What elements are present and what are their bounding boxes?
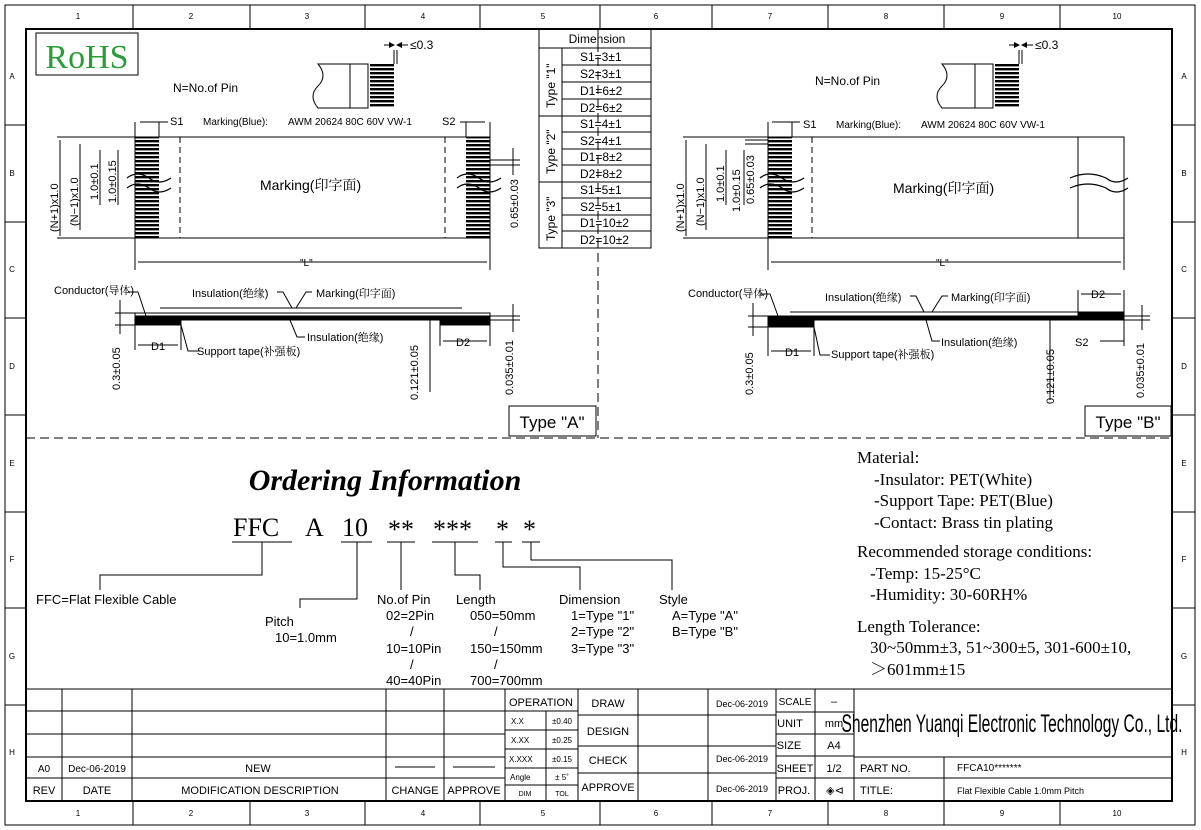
draw-date: Dec-06-2019 <box>715 699 769 709</box>
type-a-insulation-top: Insulation(绝缘) <box>192 288 269 300</box>
tol-value: ± 5˚ <box>555 773 569 782</box>
col-label: 3 <box>304 809 310 818</box>
sheet-value: 1/2 <box>826 763 842 775</box>
rev-date: Dec-06-2019 <box>68 764 126 775</box>
length-line: 700=700mm <box>470 673 543 688</box>
dimension-row: S1=3±1 <box>580 50 622 64</box>
row-label: A <box>1181 72 1187 81</box>
col-label: 9 <box>999 12 1005 21</box>
dim-label: DIM <box>518 791 532 798</box>
type-b-dim-065: 0.65±0.03 <box>745 155 757 204</box>
rohs-text: RoHS <box>45 39 129 76</box>
pins-title: No.of Pin <box>377 592 431 607</box>
rev-description: NEW <box>245 763 271 775</box>
type-b-dim-nm1: (N−1)x1.0 <box>695 177 707 226</box>
type-b-marking-side: Marking(印字面) <box>951 292 1031 304</box>
col-label: 2 <box>188 809 194 818</box>
type-b-s1: S1 <box>803 119 817 131</box>
dimension-row: S2=4±1 <box>580 134 622 148</box>
scale-label: SCALE <box>778 697 812 708</box>
type-b-dim-pitch2: 1.0±0.15 <box>731 169 743 212</box>
rohs-badge <box>36 33 138 76</box>
row-label: D <box>9 362 15 371</box>
type-a-npin-label: N=No.of Pin <box>173 81 239 95</box>
col-label: 8 <box>883 12 889 21</box>
tol-key: X.XXX <box>509 755 533 764</box>
material-line: -Insulator: PET(White) <box>874 470 1033 489</box>
pitch-title: Pitch <box>265 614 294 629</box>
type-a-dim-l: "L" <box>300 258 313 269</box>
dimension-row: D1=8±2 <box>580 150 623 164</box>
proj-label: PROJ. <box>777 785 811 797</box>
type-a-thickness-note: ≤0.3 <box>410 38 434 52</box>
unit-label: UNIT <box>777 718 803 730</box>
design-label: DESIGN <box>586 726 630 738</box>
pins-line: 40=40Pin <box>386 673 442 688</box>
type-b-marking-note: AWM 20624 80C 60V VW-1 <box>921 120 1045 131</box>
operation-label: OPERATION <box>509 697 573 709</box>
material-line: -Support Tape: PET(Blue) <box>874 491 1053 510</box>
dimension-row: D2=8±2 <box>580 167 623 181</box>
unit-value: mm <box>824 718 844 730</box>
storage-line: -Temp: 15-25°C <box>870 564 981 583</box>
part-no-label: PART NO. <box>860 763 911 775</box>
type-b-thickness-note: ≤0.3 <box>1035 38 1059 52</box>
type-a-conductor: Conductor(导体) <box>54 285 135 297</box>
col-label: 10 <box>1112 809 1122 818</box>
tolerance-title: Length Tolerance: <box>857 617 981 636</box>
dimension-line: 3=Type "3" <box>571 641 635 656</box>
row-label: E <box>9 459 15 468</box>
storage-line: -Humidity: 30-60RH% <box>870 585 1028 604</box>
size-value: A4 <box>827 740 841 752</box>
type-a-marking-prefix: Marking(Blue): <box>203 117 269 128</box>
type-b-drawing <box>683 45 1171 436</box>
draw-label: DRAW <box>591 698 625 710</box>
dimension-row: D2=6±2 <box>580 101 623 115</box>
type-b-d1: D1 <box>785 347 800 359</box>
type-a-dim-pitch1: 1.0±0.1 <box>89 163 101 200</box>
header-date: DATE <box>82 785 112 797</box>
row-label: B <box>9 169 15 178</box>
pins-line: 02=2Pin <box>386 608 435 623</box>
dimension-row: S2=3±1 <box>580 67 622 81</box>
scale-value: – <box>830 696 838 708</box>
style-line: A=Type "A" <box>672 608 738 623</box>
type-a-label: Type "A" <box>519 413 585 432</box>
row-label: B <box>1181 169 1187 178</box>
col-label: 3 <box>304 12 310 21</box>
ffc-description: FFC=Flat Flexible Cable <box>36 592 177 607</box>
type-a-dim-0121: 0.121±0.05 <box>409 345 421 400</box>
col-label: 5 <box>540 809 546 818</box>
type-a-dim-nm1: (N−1)x1.0 <box>69 177 81 226</box>
row-label: E <box>1181 459 1187 468</box>
length-line: / <box>494 657 498 672</box>
ordering-title: Ordering Information <box>248 464 522 497</box>
type-b-d2: D2 <box>1091 289 1106 301</box>
tol-key: Angle <box>510 773 531 782</box>
row-label: C <box>9 265 15 274</box>
code-part-dimension: * <box>496 515 509 544</box>
tolerance-line: ＞601mm±15 <box>870 660 966 679</box>
projection-symbol-icon: ◈⊲ <box>826 785 844 797</box>
row-label: C <box>1181 265 1187 274</box>
col-label: 4 <box>420 12 426 21</box>
title-label: TITLE: <box>860 785 894 797</box>
code-part-ffc: FFC <box>233 513 280 542</box>
style-title: Style <box>659 592 688 607</box>
dimension-row: S1=4±1 <box>580 117 622 131</box>
col-label: 8 <box>883 809 889 818</box>
col-label: 9 <box>999 809 1005 818</box>
col-label: 7 <box>767 12 773 21</box>
type-b-s2: S2 <box>1075 337 1089 349</box>
row-label: F <box>9 555 15 564</box>
type-a-dim-pitch2: 1.0±0.15 <box>107 160 119 203</box>
pins-line: 10=10Pin <box>386 641 442 656</box>
row-label: G <box>1180 652 1188 661</box>
type-a-marking-center: Marking(印字面) <box>260 177 362 193</box>
dimension-type-3: Type "3" <box>544 196 558 241</box>
type-b-npin-label: N=No.of Pin <box>815 74 881 88</box>
tol-value: ±0.40 <box>552 717 572 726</box>
header-approve: APPROVE <box>447 785 501 797</box>
row-label: G <box>8 652 16 661</box>
approve-date: Dec-06-2019 <box>715 784 769 794</box>
dimension-title: Dimension <box>559 592 621 607</box>
type-b-insulation-bottom: Insulation(绝缘) <box>941 337 1018 349</box>
header-rev: REV <box>32 785 56 797</box>
tol-key: X.X <box>511 717 524 726</box>
rev-value: A0 <box>37 764 51 775</box>
tol-value: ±0.15 <box>552 755 572 764</box>
header-change: CHANGE <box>391 785 439 797</box>
col-label: 7 <box>767 809 773 818</box>
tol-label: TOL <box>555 791 569 798</box>
tol-key: X.XX <box>511 736 530 745</box>
size-label: SIZE <box>776 740 802 752</box>
row-label: D <box>1181 362 1187 371</box>
col-label: 10 <box>1112 12 1122 21</box>
dimension-line: 1=Type "1" <box>571 608 635 623</box>
material-title: Material: <box>857 448 920 467</box>
type-b-dim-n1: (N+1)x1.0 <box>675 183 687 232</box>
pitch-value: 10=1.0mm <box>275 630 337 645</box>
type-b-dim-0035: 0.035±0.01 <box>1135 343 1147 398</box>
tolerance-line: 30~50mm±3, 51~300±5, 301-600±10, <box>870 638 1132 657</box>
dimension-row: S2=5±1 <box>580 200 622 214</box>
type-a-marking-note: AWM 20624 80C 60V VW-1 <box>288 117 412 128</box>
row-label: F <box>1181 555 1187 564</box>
type-b-marking-center: Marking(印字面) <box>893 180 995 196</box>
code-part-pins: ** <box>388 515 414 544</box>
type-a-marking-side: Marking(印字面) <box>316 288 396 300</box>
row-label: H <box>1181 748 1187 757</box>
check-date: Dec-06-2019 <box>715 754 769 764</box>
pins-line: / <box>410 624 414 639</box>
type-a-d2: D2 <box>456 337 471 349</box>
type-a-insulation-bottom: Insulation(绝缘) <box>307 332 384 344</box>
header-description: MODIFICATION DESCRIPTION <box>181 785 339 797</box>
row-label: A <box>9 72 15 81</box>
length-line: 050=50mm <box>470 608 536 623</box>
sheet-label: SHEET <box>776 763 814 775</box>
material-line: -Contact: Brass tin plating <box>874 513 1053 532</box>
dimension-row: D2=10±2 <box>580 233 629 247</box>
col-label: 1 <box>75 12 81 21</box>
company-name: Shenzhen Yuanqi Electronic Technology Co., Ltd. <box>841 710 1183 738</box>
col-label: 4 <box>420 809 426 818</box>
type-a-dim-065: 0.65±0.03 <box>509 179 521 228</box>
pins-line: / <box>410 657 414 672</box>
type-b-dim-0121: 0.121±0.05 <box>1045 349 1057 404</box>
type-b-dim-pitch1: 1.0±0.1 <box>715 165 727 202</box>
type-a-s2: S2 <box>442 116 456 128</box>
type-b-insulation-top: Insulation(绝缘) <box>825 292 902 304</box>
dimension-row: S1=5±1 <box>580 183 622 197</box>
dimension-type-2: Type "2" <box>544 129 558 174</box>
type-a-dim-n1: (N+1)x1.0 <box>49 183 61 232</box>
title-value: Flat Flexible Cable 1.0mm Pitch <box>957 786 1085 796</box>
dimension-row: D1=10±2 <box>580 216 629 230</box>
code-part-pitch: 10 <box>342 513 368 542</box>
type-a-dim-03: 0.3±0.05 <box>111 347 123 390</box>
part-no-value: FFCA10******* <box>957 763 1022 774</box>
style-line: B=Type "B" <box>672 624 738 639</box>
col-label: 2 <box>188 12 194 21</box>
tol-value: ±0.25 <box>552 736 572 745</box>
code-part-style-letter: A <box>305 513 324 542</box>
type-a-s1: S1 <box>170 116 184 128</box>
col-label: 1 <box>75 809 81 818</box>
type-b-dim-l: "L" <box>936 258 949 269</box>
code-part-length: *** <box>433 515 472 544</box>
type-b-label: Type "B" <box>1095 413 1161 432</box>
type-b-marking-prefix: Marking(Blue): <box>836 120 902 131</box>
type-a-dim-0035: 0.035±0.01 <box>504 340 516 395</box>
dimension-row: D1=6±2 <box>580 84 623 98</box>
row-label: H <box>9 748 15 757</box>
length-line: / <box>494 624 498 639</box>
type-a-d1: D1 <box>151 341 166 353</box>
dimension-table-title: Dimension <box>568 32 626 46</box>
approve-label: APPROVE <box>581 782 635 794</box>
type-b-support-tape: Support tape(补强板) <box>831 349 935 361</box>
ordering-code <box>233 513 536 544</box>
length-line: 150=150mm <box>470 641 543 656</box>
storage-title: Recommended storage conditions: <box>857 542 1093 561</box>
code-part-style: * <box>523 515 536 544</box>
type-b-dim-03: 0.3±0.05 <box>744 352 756 395</box>
col-label: 6 <box>653 12 659 21</box>
type-a-support-tape: Support tape(补强板) <box>197 346 301 358</box>
length-title: Length <box>456 592 496 607</box>
col-label: 5 <box>540 12 546 21</box>
check-label: CHECK <box>588 755 628 767</box>
dimension-line: 2=Type "2" <box>571 624 635 639</box>
dimension-type-1: Type "1" <box>544 63 558 108</box>
col-label: 6 <box>653 809 659 818</box>
type-b-conductor: Conductor(导体) <box>688 288 769 300</box>
